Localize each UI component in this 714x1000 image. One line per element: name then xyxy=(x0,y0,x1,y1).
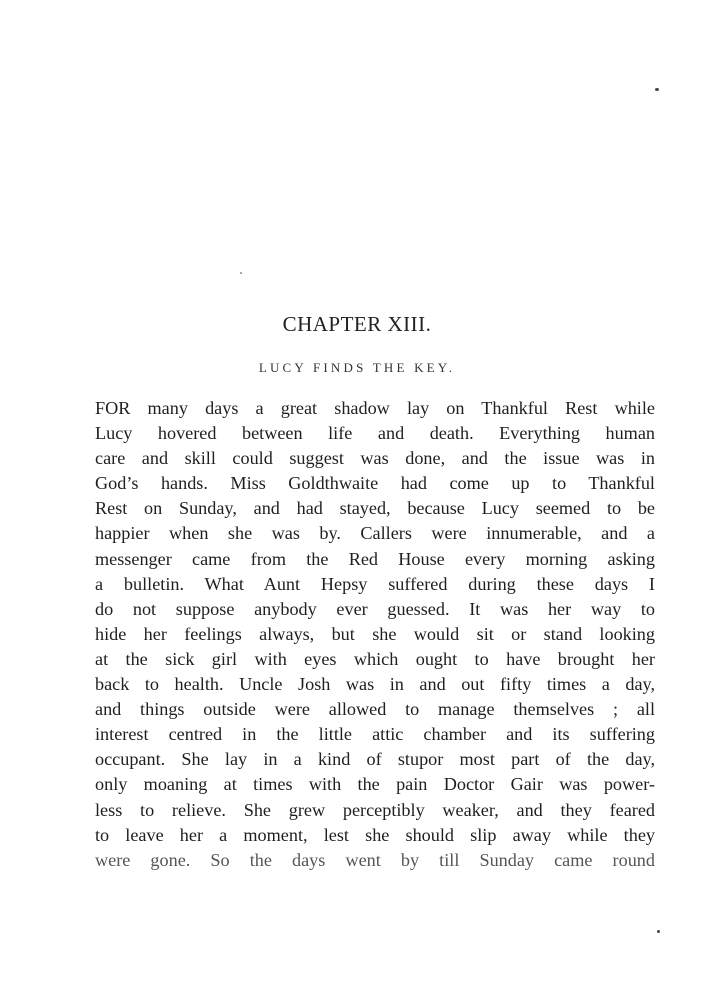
text-line: messenger came from the Red House every morning asking xyxy=(95,548,655,569)
body-text xyxy=(95,396,655,873)
text-line: hide her feelings always, but she would sit or stand looking xyxy=(95,623,655,644)
chapter-subtitle: LUCY FINDS THE KEY. xyxy=(258,360,456,375)
text-line: interest centred in the little attic chamber and its suffering xyxy=(95,724,655,745)
text-line: only moaning at times with the pain Doctor Gair was power- xyxy=(95,774,655,795)
text-line: God’s hands. Miss Goldthwaite had come up to Thankful xyxy=(95,473,655,494)
text-line: do not suppose anybody ever guessed. It was her way to xyxy=(95,598,655,619)
text-line: were gone. So the days went by till Sunday came round xyxy=(95,849,655,870)
text-line: care and skill could suggest was done, and the issue was in xyxy=(95,448,655,469)
text-line: less to relieve. She grew perceptibly weaker, and they feared xyxy=(95,799,655,820)
text-line: Lucy hovered between life and death. Everything human xyxy=(95,423,655,444)
text-line: happier when she was by. Callers were innumerable, and a xyxy=(95,523,655,544)
ink-speck xyxy=(655,88,659,91)
text-line: and things outside were allowed to manage themselves ; all xyxy=(95,699,655,720)
text-line: to leave her a moment, lest she should slip away while they xyxy=(95,824,655,845)
ink-speck xyxy=(240,272,242,274)
text-line: back to health. Uncle Josh was in and out fifty times a day, xyxy=(95,674,655,695)
text-line: at the sick girl with eyes which ought to have brought her xyxy=(95,648,655,669)
text-line: FOR many days a great shadow lay on Thankful Rest while xyxy=(95,398,655,418)
text-line: occupant. She lay in a kind of stupor most part of the day, xyxy=(95,749,655,770)
text-line: Rest on Sunday, and had stayed, because Lucy seemed to be xyxy=(95,498,655,519)
ink-speck xyxy=(657,930,660,933)
chapter-title: CHAPTER XIII. xyxy=(282,312,432,336)
text-line: a bulletin. What Aunt Hepsy suffered during these days I xyxy=(95,573,655,594)
